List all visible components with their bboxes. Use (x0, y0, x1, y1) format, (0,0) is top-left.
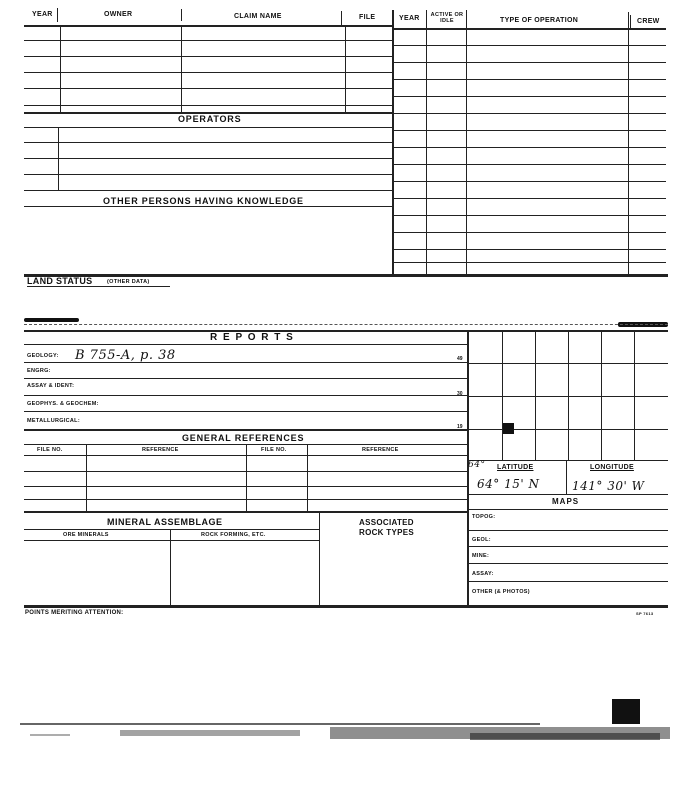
metallurgical-label: METALLURGICAL: (27, 418, 80, 424)
land-status-title: LAND STATUS (27, 276, 93, 286)
header-owner: OWNER (104, 11, 133, 18)
points-meriting-label: POINTS MERITING ATTENTION: (25, 610, 124, 616)
maps-assay: ASSAY: (472, 571, 494, 577)
maps-other: OTHER (& PHOTOS) (472, 589, 530, 595)
header-crew: CREW (637, 18, 660, 25)
col-file-no: FILE NO. (37, 447, 63, 453)
col-file-no-2: FILE NO. (261, 447, 287, 453)
maps-mine: MINE: (472, 553, 490, 559)
maps-topog: TOPOG: (472, 514, 496, 520)
latitude-value: 64° 15' N (477, 477, 540, 491)
row-number-30: 30 (457, 391, 463, 397)
header-year: YEAR (32, 11, 53, 18)
general-references-title: GENERAL REFERENCES (182, 433, 305, 443)
latitude-prefix: 64° (468, 460, 486, 470)
mineral-assemblage-title: MINERAL ASSEMBLAGE (107, 517, 223, 527)
row-number-19: 19 (457, 424, 463, 430)
operators-title: OPERATORS (178, 114, 242, 124)
geology-label: GEOLOGY: (27, 353, 59, 359)
longitude-label: LONGITUDE (590, 464, 634, 471)
col-reference: REFERENCE (142, 447, 179, 453)
location-marker (503, 423, 514, 434)
form-number: SP 7613 (636, 611, 654, 616)
header-year-2: YEAR (399, 15, 420, 22)
header-file: FILE (359, 14, 376, 21)
geology-value: B 755-A, p. 38 (75, 348, 176, 363)
rock-forming-label: ROCK FORMING, ETC. (201, 532, 266, 538)
engrg-label: ENGRG: (27, 368, 51, 374)
header-claim-name: CLAIM NAME (234, 13, 282, 20)
land-status-sub: (OTHER DATA) (107, 279, 150, 285)
ore-minerals-label: ORE MINERALS (63, 532, 109, 538)
reports-title: R E P O R T S (210, 332, 295, 343)
geophys-label: GEOPHYS. & GEOCHEM: (27, 401, 99, 407)
longitude-value: 141° 30' W (572, 479, 645, 493)
header-type-of-operation: TYPE OF OPERATION (500, 17, 579, 24)
col-reference-2: REFERENCE (362, 447, 399, 453)
rock-types-label: ROCK TYPES (359, 528, 415, 537)
associated-label: ASSOCIATED (359, 518, 414, 527)
maps-title: MAPS (552, 497, 580, 506)
other-persons-title: OTHER PERSONS HAVING KNOWLEDGE (103, 196, 304, 206)
latitude-label: LATITUDE (497, 464, 534, 471)
header-active-or-idle: ACTIVE OR IDLE (430, 12, 464, 24)
maps-geol: GEOL: (472, 537, 491, 543)
assay-ident-label: ASSAY & IDENT: (27, 383, 75, 389)
row-number-49: 49 (457, 356, 463, 362)
